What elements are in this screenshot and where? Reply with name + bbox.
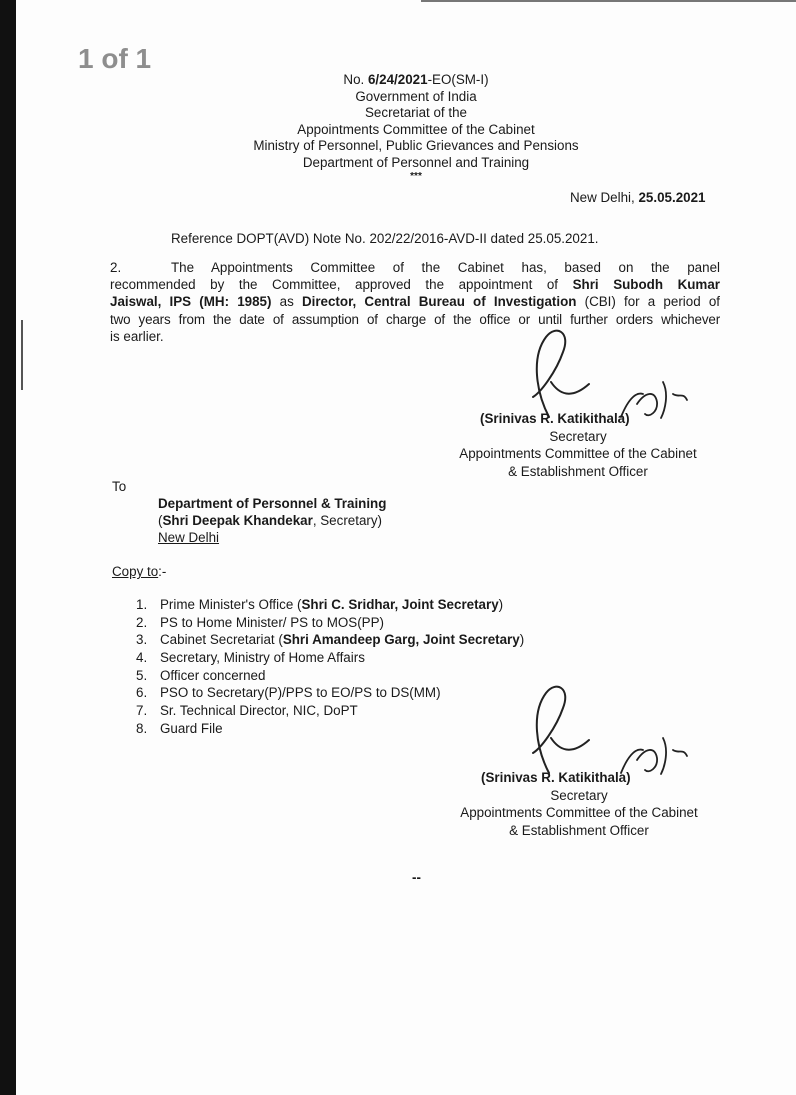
list-item: 5. Officer concerned: [136, 667, 266, 683]
list-item: 3. Cabinet Secretariat (Shri Amandeep Garg, Joint Secretary): [136, 632, 525, 648]
list-item: 6. PSO to Secretary(P)/PPS to EO/PS to DS(MM): [136, 685, 441, 701]
page-indicator: 1 of 1: [78, 43, 152, 74]
paragraph-line-4: two years from the date of assumption of charge of the office or until further orders whichever: [110, 311, 720, 327]
addressee-officer: (Shri Deepak Khandekar, Secretary): [158, 513, 383, 528]
paragraph-line-2: recommended by the Committee, approved the appointment of Shri Subodh Kumar: [110, 277, 720, 293]
header-line-government: Government of India: [355, 88, 477, 104]
signatory-block-2: (Srinivas R. Katikithala) Secretary Appointments Committee of the Cabinet & Establishment Officer: [460, 770, 698, 838]
document-page: [16, 0, 796, 1095]
addressee-city: New Delhi: [158, 530, 220, 545]
addressee-dept: Department of Personnel & Training: [158, 496, 387, 511]
footer-mark: --: [412, 870, 421, 885]
list-item: 8. Guard File: [136, 720, 223, 736]
header-line-department: Department of Personnel and Training: [302, 154, 530, 170]
viewer-left-edge: [0, 0, 16, 1095]
list-item: 7. Sr. Technical Director, NIC, DoPT: [136, 703, 358, 719]
signatory-block-1: (Srinivas R. Katikithala) Secretary Appointments Committee of the Cabinet & Establishment Officer: [459, 411, 697, 479]
to-label: To: [112, 479, 127, 494]
header-line-secretariat: Secretariat of the: [365, 105, 467, 121]
list-item: 2. PS to Home Minister/ PS to MOS(PP): [136, 614, 384, 630]
header-line-ministry: Ministry of Personnel, Public Grievances and Pensions: [253, 138, 579, 154]
copy-to-list: [120, 597, 524, 739]
paragraph-line-3: Jaiswal, IPS (MH: 1985) as Director, Central Bureau of Investigation (CBI) for a period of: [110, 294, 720, 310]
scan-top-edge: [421, 0, 796, 2]
list-item: 1. Prime Minister's Office (Shri C. Sridhar, Joint Secretary): [136, 597, 504, 612]
copy-to-label: Copy to:-: [112, 564, 167, 579]
paragraph-line-5: is earlier.: [110, 328, 164, 344]
reference-line: Reference DOPT(AVD) Note No. 202/22/2016-AVD-II dated 25.05.2021.: [171, 231, 599, 246]
header-stars: ***: [410, 170, 422, 182]
letter-date: New Delhi, 25.05.2021: [570, 190, 706, 205]
paragraph-line-1: 2. The Appointments Committee of the Cabinet has, based on the panel: [110, 260, 720, 275]
header-line-acc: Appointments Committee of the Cabinet: [297, 121, 535, 137]
list-item: 4. Secretary, Ministry of Home Affairs: [136, 650, 365, 666]
file-number: No. 6/24/2021-EO(SM-I): [343, 72, 489, 87]
scan-margin-mark: [21, 320, 23, 390]
letter-header: [216, 72, 616, 188]
